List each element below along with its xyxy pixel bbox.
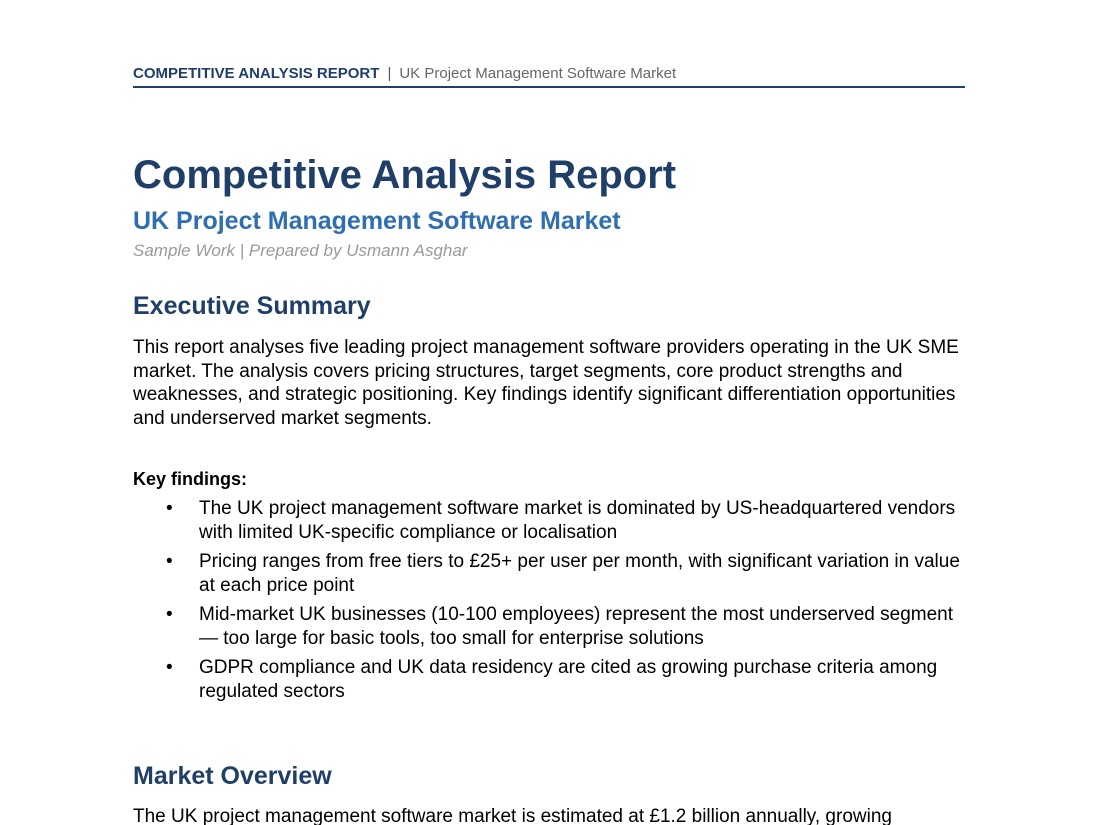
document-title: Competitive Analysis Report <box>133 153 677 197</box>
key-findings-label: Key findings: <box>133 469 248 489</box>
key-finding-text: Pricing ranges from free tiers to £25+ per user per month, with significant variation in value at each price point <box>199 551 960 596</box>
executive-summary-heading: Executive Summary <box>133 292 371 320</box>
bullet-icon: • <box>166 604 173 625</box>
market-overview-paragraph: The UK project management software market is estimated at £1.2 billion annually, growing <box>133 806 892 825</box>
running-header-title: COMPETITIVE ANALYSIS REPORT <box>133 65 380 82</box>
bullet-icon: • <box>166 657 173 678</box>
bullet-icon: • <box>166 498 173 519</box>
executive-summary-paragraph: This report analyses five leading project management software providers operating in the UK SME market. The analysis covers pricing structures, target segments, core product strengths and weaknesses, and strategic positioning. Key findings identify significant differentiation opportunities and underserved market segments. <box>133 337 959 429</box>
key-finding-item <box>133 603 973 651</box>
running-header <box>133 64 965 88</box>
key-finding-item <box>133 497 973 545</box>
key-finding-item <box>133 656 973 704</box>
key-finding-text: The UK project management software market is dominated by US-headquartered vendors with limited UK-specific compliance or localisation <box>199 498 956 543</box>
key-finding-item <box>133 550 973 598</box>
document-byline: Sample Work | Prepared by Usmann Asghar <box>133 241 468 260</box>
bullet-icon: • <box>166 551 173 572</box>
document-subtitle: UK Project Management Software Market <box>133 207 621 235</box>
running-header-subtitle: UK Project Management Software Market <box>399 65 677 82</box>
running-header-separator: | <box>387 65 392 82</box>
market-overview-heading: Market Overview <box>133 762 332 790</box>
key-finding-text: Mid-market UK businesses (10-100 employees) represent the most underserved segment — too large for basic tools, too small for enterprise solutions <box>199 604 954 649</box>
key-finding-text: GDPR compliance and UK data residency are cited as growing purchase criteria among regulated sectors <box>199 657 938 702</box>
key-findings-list <box>133 497 973 709</box>
